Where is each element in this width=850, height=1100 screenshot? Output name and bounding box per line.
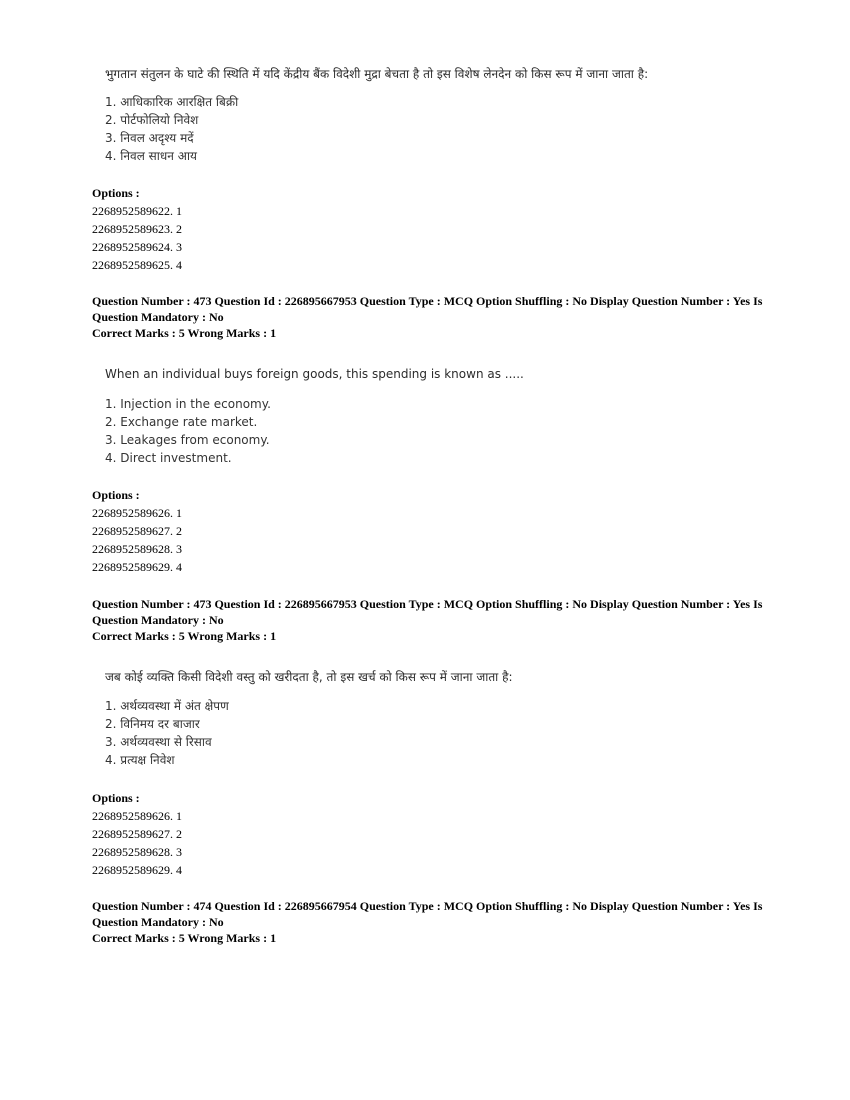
choice-item: 1. Injection in the economy. [105,397,271,411]
options-label: Options : [92,488,140,502]
option-id: 2268952589626. 1 [92,809,182,823]
option-id: 2268952589628. 3 [92,542,182,556]
options-label: Options : [92,791,140,805]
meta-question-info: Question Number : 473 Question Id : 226895667953 Question Type : MCQ Option Shuffling : No Display Question Number : Yes Is [92,294,763,308]
choice-item: 4. निवल साधन आय [105,149,197,163]
meta-marks: Correct Marks : 5 Wrong Marks : 1 [92,629,277,643]
option-id: 2268952589629. 4 [92,863,182,877]
meta-mandatory: Question Mandatory : No [92,915,224,929]
choice-item: 3. निवल अदृश्य मदें [105,131,194,145]
options-block [92,184,182,274]
choice-list [105,697,229,769]
choice-item: 2. Exchange rate market. [105,415,258,429]
choice-item: 2. पोर्टफोलियो निवेश [105,113,199,127]
meta-question-info: Question Number : 473 Question Id : 226895667953 Question Type : MCQ Option Shuffling : No Display Question Number : Yes Is [92,597,763,611]
question-meta [92,898,772,946]
options-label: Options : [92,186,140,200]
choice-item: 2. विनिमय दर बाजार [105,717,200,731]
choice-list [105,93,238,165]
question-meta [92,293,772,341]
choice-list [105,395,271,467]
question-meta [92,596,772,644]
question-text: जब कोई व्यक्ति किसी विदेशी वस्तु को खरीदता है, तो इस खर्च को किस रूप में जाना जाता है: [105,670,513,684]
question-text: When an individual buys foreign goods, this spending is known as ..... [105,367,524,381]
option-id: 2268952589625. 4 [92,258,182,272]
choice-item: 1. अर्थव्यवस्था में अंत क्षेपण [105,699,229,713]
meta-mandatory: Question Mandatory : No [92,613,224,627]
choice-item: 4. Direct investment. [105,451,232,465]
options-block [92,789,182,879]
question-text: भुगतान संतुलन के घाटे की स्थिति में यदि केंद्रीय बैंक विदेशी मुद्रा बेचता है तो इस विशेष लेनदेन को किस रूप में जाना जाता है: [105,67,649,81]
option-id: 2268952589629. 4 [92,560,182,574]
option-id: 2268952589622. 1 [92,204,182,218]
meta-mandatory: Question Mandatory : No [92,310,224,324]
choice-item: 3. अर्थव्यवस्था से रिसाव [105,735,212,749]
choice-item: 1. आधिकारिक आरक्षित बिक्री [105,95,239,109]
option-id: 2268952589627. 2 [92,827,182,841]
options-block [92,486,182,576]
meta-marks: Correct Marks : 5 Wrong Marks : 1 [92,931,277,945]
meta-question-info: Question Number : 474 Question Id : 226895667954 Question Type : MCQ Option Shuffling : No Display Question Number : Yes Is [92,899,763,913]
option-id: 2268952589623. 2 [92,222,182,236]
option-id: 2268952589628. 3 [92,845,182,859]
meta-marks: Correct Marks : 5 Wrong Marks : 1 [92,326,277,340]
choice-item: 3. Leakages from economy. [105,433,270,447]
option-id: 2268952589624. 3 [92,240,182,254]
option-id: 2268952589626. 1 [92,506,182,520]
choice-item: 4. प्रत्यक्ष निवेश [105,753,175,767]
option-id: 2268952589627. 2 [92,524,182,538]
